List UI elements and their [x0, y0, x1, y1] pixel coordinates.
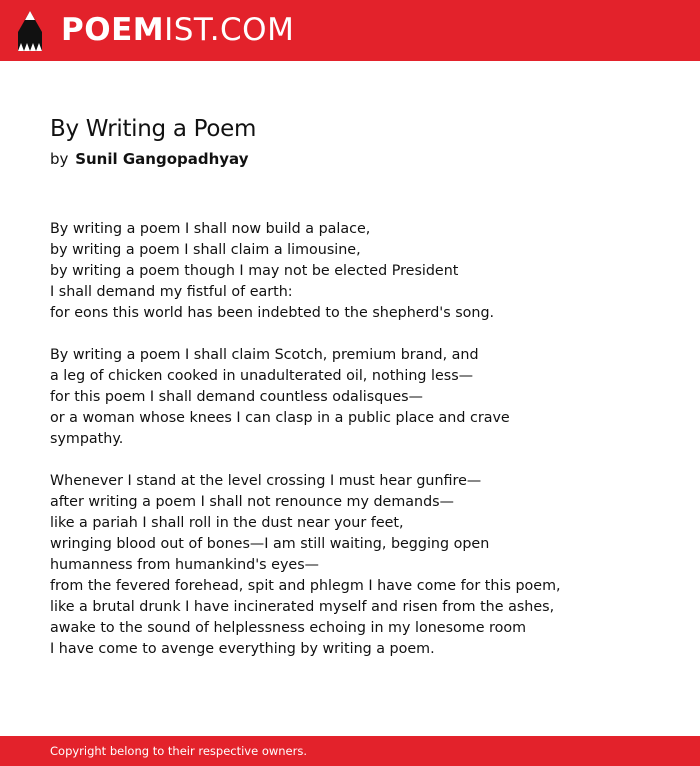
poem-title: By Writing a Poem: [50, 116, 257, 142]
poem-line: awake to the sound of helplessness echoing in my lonesome room: [50, 620, 527, 636]
pencil-icon[interactable]: [17, 10, 43, 52]
by-label: by: [50, 150, 69, 168]
poem-line: for this poem I shall demand countless odalisques—: [50, 389, 423, 405]
site-header: [0, 0, 700, 61]
stanza-1: [50, 219, 650, 324]
author-name: Sunil Gangopadhyay: [75, 150, 249, 168]
poem-line: by writing a poem I shall claim a limousine,: [50, 242, 361, 258]
poem-line: for eons this world has been indebted to the shepherd's song.: [50, 305, 495, 321]
poem-line: or a woman whose knees I can clasp in a public place and crave: [50, 410, 510, 426]
brand-light: IST.COM: [164, 12, 295, 48]
poem-line: I have come to avenge everything by writing a poem.: [50, 641, 435, 657]
poem-line: like a pariah I shall roll in the dust near your feet,: [50, 515, 404, 531]
poem-body: [50, 219, 650, 681]
site-logo-text[interactable]: [61, 12, 295, 48]
byline: [50, 150, 249, 168]
brand-bold: POEM: [61, 12, 165, 48]
poem-line: humanness from humankind's eyes—: [50, 557, 319, 573]
poem-line: by writing a poem though I may not be elected President: [50, 263, 459, 279]
poem-line: By writing a poem I shall claim Scotch, premium brand, and: [50, 347, 479, 363]
stanza-3: [50, 471, 650, 660]
poem-line: after writing a poem I shall not renounce my demands—: [50, 494, 454, 510]
poem-line: wringing blood out of bones—I am still waiting, begging open: [50, 536, 490, 552]
poem-line: from the fevered forehead, spit and phlegm I have come for this poem,: [50, 578, 561, 594]
poem-line: I shall demand my fistful of earth:: [50, 284, 293, 300]
poem-line: By writing a poem I shall now build a palace,: [50, 221, 371, 237]
site-footer: [0, 736, 700, 766]
poem-line: a leg of chicken cooked in unadulterated oil, nothing less—: [50, 368, 473, 384]
stanza-2: [50, 345, 650, 450]
poem-line: sympathy.: [50, 431, 124, 447]
copyright-text: Copyright belong to their respective owners.: [50, 744, 308, 758]
poem-line: like a brutal drunk I have incinerated myself and risen from the ashes,: [50, 599, 555, 615]
poem-line: Whenever I stand at the level crossing I must hear gunfire—: [50, 473, 482, 489]
